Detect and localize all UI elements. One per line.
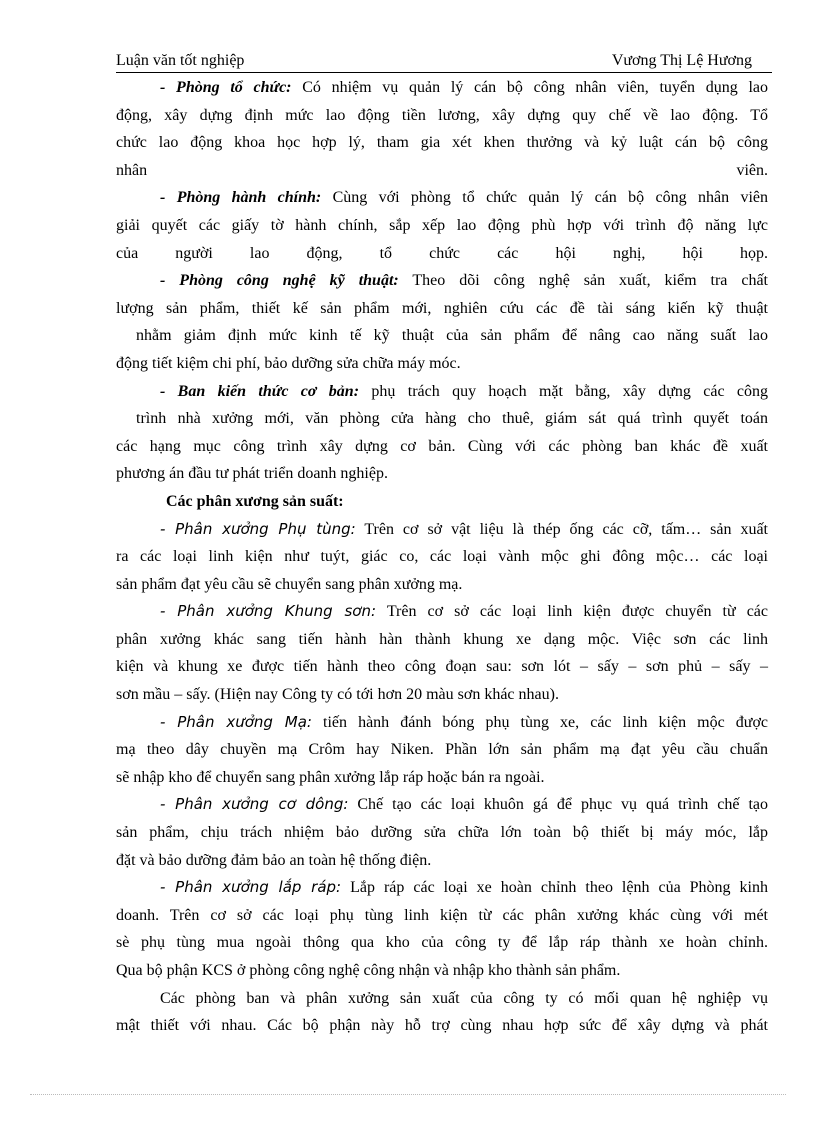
paragraph-line: kiện và khung xe được tiến hành theo công đoạn sau: sơn lót – sấy – sơn phủ – sấy – [116, 658, 768, 676]
paragraph-ban-kien-thuc: - Ban kiến thức cơ bản: phụ trách quy hoạch mặt bằng, xây dựng các công [160, 382, 769, 400]
paragraph-label: - Ban kiến thức cơ bản: [160, 382, 360, 400]
paragraph-label: - Phân xưởng Mạ: [160, 712, 312, 731]
paragraph-line: sẽ nhập kho để chuyển sang phân xưởng lắp ráp hoặc bán ra ngoài. [116, 768, 545, 786]
paragraph-co-dong: - Phân xưởng cơ dông: Chế tạo các loại khuôn gá để phục vụ quá trình chế tạo [160, 795, 768, 814]
paragraph-line: giải quyết các giấy tờ hành chính, sắp xếp lao động phù hợp với trình độ năng lực [116, 216, 768, 234]
paragraph-label: - Phân xưởng Khung sơn: [160, 602, 377, 621]
paragraph-line: doanh. Trên cơ sở các loại phụ tùng linh kiện từ các phân xưởng khác cùng với mét [116, 906, 768, 924]
paragraph-phong-to-chuc: - Phòng tổ chức: Có nhiệm vụ quản lý cán bộ công nhân viên, tuyển dụng lao [160, 79, 768, 96]
paragraph-phong-hanh-chinh: - Phòng hành chính: Cùng với phòng tổ chức quản lý cán bộ công nhân viên [160, 189, 768, 207]
paragraph-line: ra các loại linh kiện như tuýt, giác co, các loại vành mộc ghi đông mộc… các loại [116, 548, 768, 566]
paragraph-line: sản phẩm đạt yêu cầu sẽ chuyển sang phân xưởng mạ. [116, 575, 463, 593]
paragraph-line: nhân viên. [116, 161, 768, 179]
paragraph-line: Qua bộ phận KCS ở phòng công nghệ công nhận và nhập kho thành sản phẩm. [116, 962, 621, 979]
section-heading: Các phân xương sản suất: [166, 492, 344, 510]
paragraph-line: động, xây dựng định mức lao động tiền lương, xây dựng quy chế về lao động. Tổ [116, 106, 768, 124]
paragraph-ma: - Phân xưởng Mạ: tiến hành đánh bóng phụ tùng xe, các linh kiện mộc được [160, 712, 769, 731]
paragraph-line: sản phẩm, chịu trách nhiệm bảo dưỡng sửa chữa lớn toàn bộ thiết bị máy móc, lắp [116, 824, 768, 842]
paragraph-line: sè phụ tùng mua ngoài thông qua kho của công ty để lắp ráp thành xe hoàn chỉnh. [116, 934, 768, 952]
paragraph-line: phương án đầu tư phát triển doanh nghiệp. [116, 465, 388, 483]
paragraph-label: - Phân xưởng lắp ráp: [160, 878, 342, 897]
paragraph-line: mật thiết với nhau. Các bộ phận này hỗ trợ cùng nhau hợp sức để xây dựng và phát [116, 1017, 768, 1035]
header-author: Vương Thị Lệ Hương [611, 52, 752, 69]
paragraph-line: của người lao động, tổ chức các hội nghị, hội họp. [116, 244, 768, 262]
paragraph-closing: Các phòng ban và phân xưởng sản xuất của công ty có mối quan hệ nghiệp vụ [160, 989, 768, 1007]
footer-divider [30, 1094, 786, 1095]
paragraph-line: trình nhà xưởng mới, văn phòng cửa hàng cho thuê, giám sát quá trình quyết toán [136, 410, 768, 428]
paragraph-lap-rap: - Phân xưởng lắp ráp: Lắp ráp các loại xe hoàn chỉnh theo lệnh của Phòng kinh [160, 878, 768, 897]
paragraph-line: lượng sản phẩm, thiết kế sản phẩm mới, nghiên cứu các đề tài sáng kiến kỹ thuật [116, 299, 768, 317]
page-header [116, 50, 772, 73]
paragraph-khung-son: - Phân xưởng Khung sơn: Trên cơ sở các loại linh kiện được chuyển từ các [160, 602, 768, 621]
paragraph-label: - Phân xưởng cơ dông: [160, 795, 349, 814]
paragraph-line: nhằm giảm định mức kinh tế kỹ thuật của sản phẩm để nâng cao năng suất lao [136, 327, 768, 345]
paragraph-line: chức lao động khoa học hợp lý, tham gia xét khen thưởng và kỷ luật cán bộ công [116, 134, 768, 152]
paragraph-line: mạ theo dây chuyền mạ Crôm hay Niken. Phần lớn sản phẩm mạ đạt yêu cầu chuẩn [116, 741, 768, 759]
paragraph-label: - Phân xưởng Phụ tùng: [160, 519, 356, 538]
paragraph-line: động tiết kiệm chi phí, bảo dưỡng sửa chữa máy móc. [116, 354, 461, 372]
paragraph-phong-cong-nghe: - Phòng công nghệ kỹ thuật: Theo dõi công nghệ sản xuất, kiểm tra chất [160, 272, 768, 290]
paragraph-label: - Phòng công nghệ kỹ thuật: [160, 272, 399, 290]
paragraph-phu-tung: - Phân xưởng Phụ tùng: Trên cơ sở vật liệu là thép ống các cỡ, tấm… sản xuất [160, 519, 769, 538]
paragraph-line: đặt và bảo dưỡng đảm bảo an toàn hệ thống điện. [116, 851, 432, 869]
header-title: Luận văn tốt nghiệp [116, 52, 245, 69]
paragraph-line: phân xưởng khác sang tiến hành hàn thành khung xe dạng mộc. Việc sơn các linh [116, 630, 768, 648]
paragraph-line: sơn mầu – sấy. (Hiện nay Công ty có tới hơn 20 màu sơn khác nhau). [116, 686, 559, 704]
document-body [116, 74, 768, 1040]
paragraph-label: - Phòng tổ chức: [160, 79, 292, 96]
paragraph-label: - Phòng hành chính: [160, 189, 322, 207]
paragraph-line: các hạng mục công trình xây dựng cơ bản. Cùng với các phòng ban khác đề xuất [116, 437, 768, 455]
